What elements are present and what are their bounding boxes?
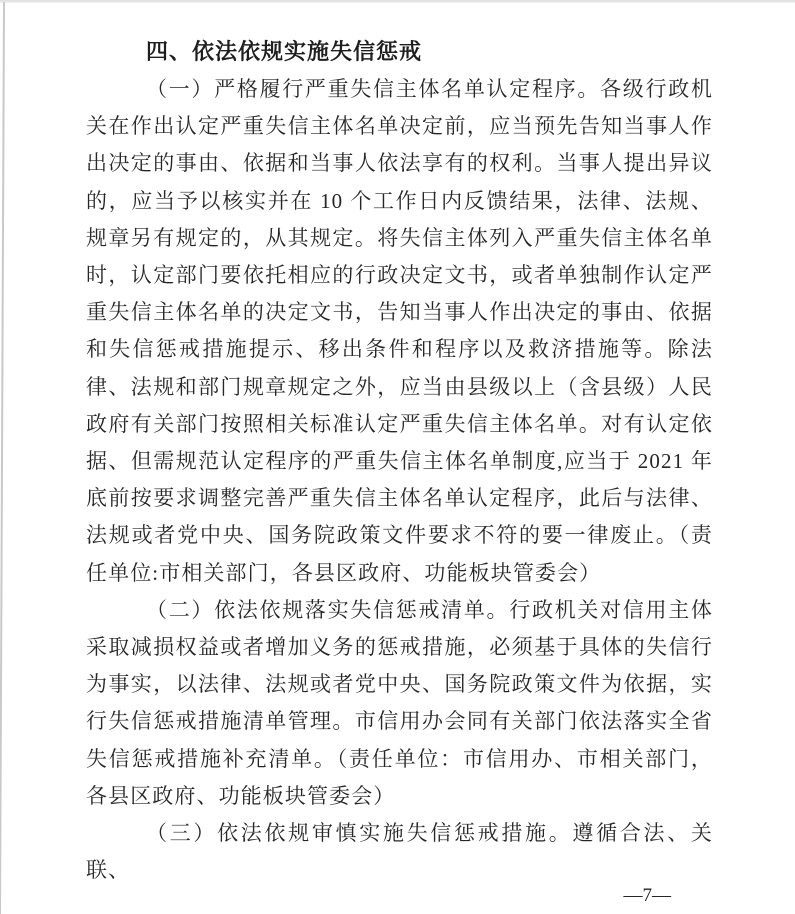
scan-edge-top <box>0 0 795 3</box>
scan-edge-left <box>0 2 5 914</box>
paragraph-2: （二）依法依规落实失信惩戒清单。行政机关对信用主体采取减损权益或者增加义务的惩戒措施，必须基于具体的失信行为事实，以法律、法规或者党中央、国务院政策文件为依据，实行失信惩戒措施清单管理。市信用办会同有关部门依法落实全省失信惩戒措施补充清单。（责任单位：市信用办、市相关部门，各县区政府、功能板块管委会） <box>86 597 713 808</box>
section-heading: 四、依法依规实施失信惩戒 <box>146 39 423 64</box>
paragraph-3: （三）依法依规审慎实施失信惩戒措施。遵循合法、关联、 <box>86 821 713 883</box>
document-content <box>86 33 713 889</box>
paragraph-1: （一）严格履行严重失信主体名单认定程序。各级行政机关在作出认定严重失信主体名单决定前，应当预先告知当事人作出决定的事由、依据和当事人依法享有的权利。当事人提出异议的，应当予以核实并在 10 个工作日内反馈结果，法律、法规、规章另有规定的，从其规定。将失信主体列入严重失信主体名单时，认定部门要依托相应的行政决定文书，或者单独制作认定严重失信主体名单的决定文书，告知当事人作出决定的事由、依据和失信惩戒措施提示、移出条件和程序以及救济措施等。除法律、法规和部门规章规定之外，应当由县级以上（含县级）人民政府有关部门按照相关标准认定严重失信主体名单。对有认定依据、但需规范认定程序的严重失信主体名单制度,应当于 2021 年底前按要求调整完善严重失信主体名单认定程序，此后与法律、法规或者党中央、国务院政策文件要求不符的要一律废止。（责任单位:市相关部门，各县区政府、功能板块管委会） <box>86 77 713 585</box>
page-number: —7— <box>623 885 671 906</box>
